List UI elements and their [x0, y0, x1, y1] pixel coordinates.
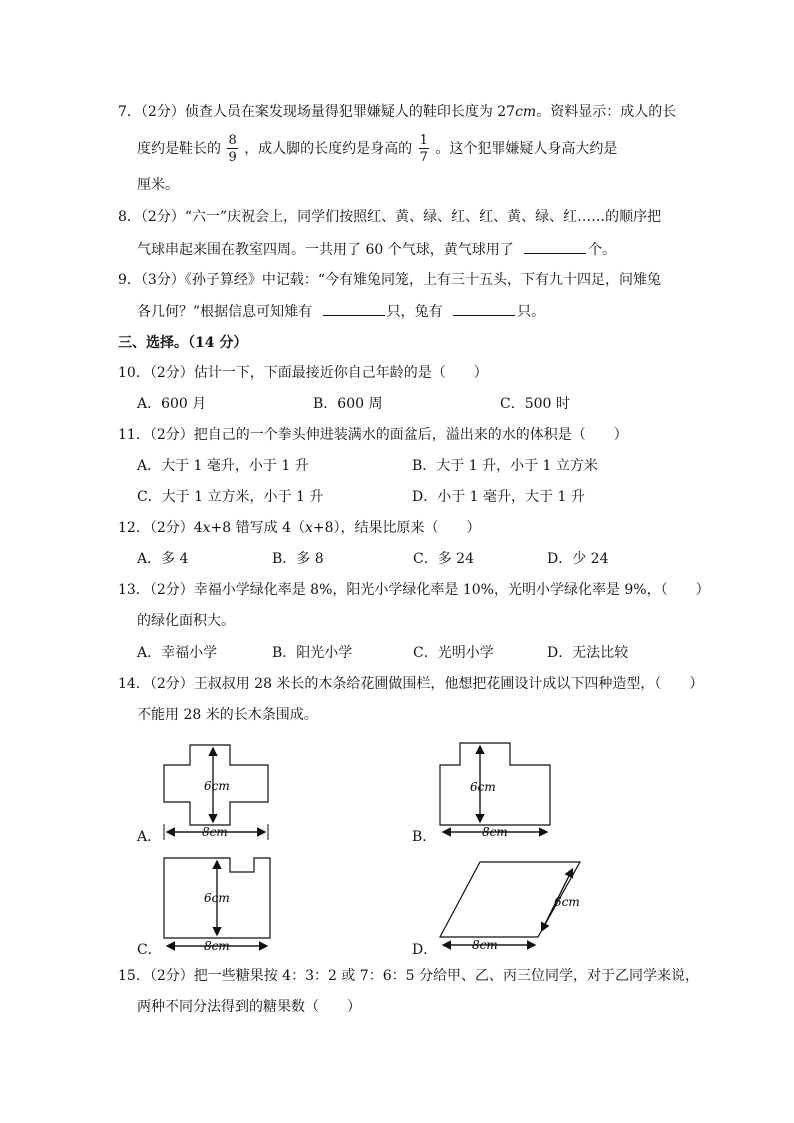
option-b[interactable]: B．阳光小学	[272, 645, 353, 661]
width-label: 8cm	[202, 825, 228, 839]
figure-d-parallelogram[interactable]	[430, 850, 590, 955]
answer-blank-rabbit[interactable]	[453, 301, 515, 316]
option-a[interactable]: A．幸福小学	[137, 645, 218, 661]
option-a[interactable]: A．多 4	[137, 551, 189, 567]
option-b[interactable]: B．600 周	[313, 396, 383, 412]
option-a[interactable]: A．600 月	[137, 396, 207, 412]
width-label: 8cm	[482, 825, 508, 839]
option-d[interactable]: D．无法比较	[547, 645, 629, 661]
width-label: 8cm	[472, 938, 498, 952]
q8-line1: 8．（2分）“六一”庆祝会上，同学们按照红、黄、绿、红、红、黄、绿、红……的顺序把	[118, 209, 662, 225]
option-b[interactable]: B．多 8	[272, 551, 324, 567]
q9-line1: 9．（3分）《孙子算经》中记载：“今有雉兔同笼，上有三十五头，下有九十四足，问雉兔	[118, 272, 661, 288]
fraction-8-9: $\frac{8}{9}$	[228, 133, 237, 165]
answer-blank[interactable]	[524, 239, 586, 254]
q12-stem: 12．（2分）4x+8 错写成 4（x+8），结果比原来（ ）	[118, 520, 481, 536]
fraction-1-7: $\frac{1}{7}$	[419, 133, 428, 165]
figure-c-notched[interactable]	[150, 850, 290, 955]
q15-stem2: 两种不同分法得到的糖果数（ ）	[137, 999, 361, 1015]
q13-stem: 13．（2分）幸福小学绿化率是 8%，阳光小学绿化率是 10%，光明小学绿化率是 9%，（ ）	[118, 582, 710, 598]
height-label: 6cm	[204, 779, 230, 793]
option-c[interactable]: C．500 时	[500, 396, 570, 412]
q7-line3: 厘米。	[137, 177, 179, 193]
figure-b-stepped[interactable]	[430, 735, 570, 847]
option-c[interactable]: C．多 24	[413, 551, 474, 567]
figure-label-b[interactable]: B．	[412, 829, 437, 845]
q15-stem: 15．（2分）把一些糖果按 4：3：2 或 7：6：5 分给甲、乙、丙三位同学，对于乙同学来说，	[118, 968, 699, 984]
q9-line2: 各几何？”根据信息可知雉有 只，兔有 只。	[137, 301, 545, 322]
q14-stem: 14．（2分）王叔叔用 28 米长的木条给花圃做围栏，他想把花圃设计成以下四种造型，（ ）	[118, 676, 704, 692]
answer-blank-pheasant[interactable]	[323, 301, 385, 316]
option-b[interactable]: B．大于 1 升，小于 1 立方米	[412, 458, 598, 474]
height-label: 6cm	[204, 891, 230, 905]
option-a[interactable]: A．大于 1 毫升，小于 1 升	[137, 458, 309, 474]
figure-label-d[interactable]: D．	[412, 942, 438, 958]
q13-stem2: 的绿化面积大。	[137, 613, 235, 629]
height-label: 6cm	[470, 780, 496, 794]
figure-label-a[interactable]: A．	[137, 829, 162, 845]
q14-stem2: 不能用 28 米的长木条围成。	[137, 707, 318, 723]
section-title: 三、选择。（14 分）	[118, 335, 248, 351]
q7-line2: 度约是鞋长的 $\frac{8}{9}$ ，成人脚的长度约是身高的 $\frac{1}{7}$ 。这个犯罪嫌疑人身高大约是	[137, 133, 618, 165]
q11-stem: 11．（2分）把自己的一个拳头伸进装满水的面盆后，溢出来的水的体积是（ ）	[118, 427, 628, 443]
option-c[interactable]: C．光明小学	[413, 645, 494, 661]
option-d[interactable]: D．少 24	[547, 551, 609, 567]
q10-stem: 10．（2分）估计一下，下面最接近你自己年龄的是（ ）	[118, 365, 488, 381]
figure-label-c[interactable]: C．	[137, 942, 162, 958]
option-d[interactable]: D．小于 1 毫升，大于 1 升	[412, 489, 585, 505]
q8-line2: 气球串起来围在教室四周。一共用了 60 个气球，黄气球用了 个。	[137, 239, 616, 260]
width-label: 8cm	[204, 939, 230, 953]
slant-label: 6cm	[554, 895, 580, 909]
option-c[interactable]: C．大于 1 立方米，小于 1 升	[137, 489, 324, 505]
q7-line1: 7．（2分）侦查人员在案发现场量得犯罪嫌疑人的鞋印长度为 27cm。资料显示：成人的长	[118, 104, 677, 120]
